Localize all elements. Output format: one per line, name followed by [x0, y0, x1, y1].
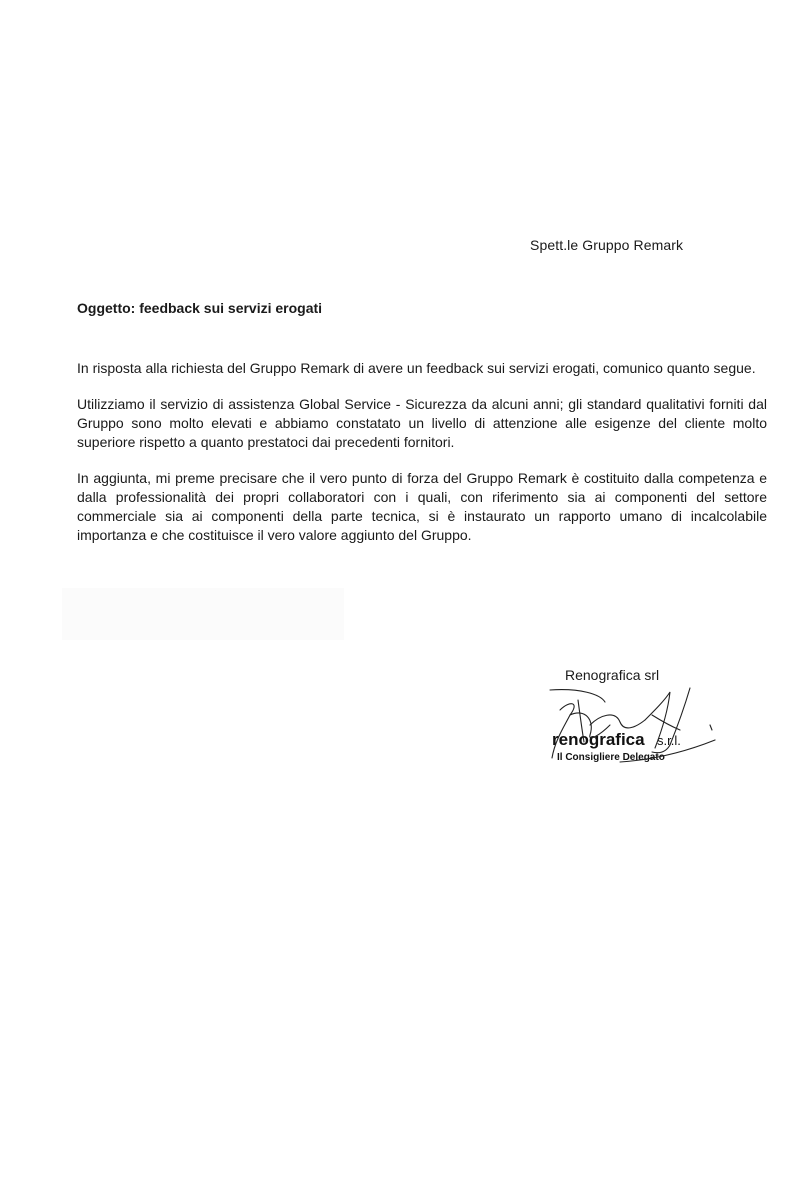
letter-body [77, 359, 767, 562]
company-name: Renografica srl [565, 667, 660, 683]
stamp-graphic [540, 680, 740, 780]
paragraph-3: In aggiunta, mi preme precisare che il vero punto di forza del Gruppo Remark è costituito dalla competenza e dalla professionalità dei propri collaboratori con i quali, con riferimento sia ai componenti del settore commerciale sia ai componenti della parte tecnica, si è instaurato un rapporto umano di incalcolabile importanza e che costituisce il vero valore aggiunto del Gruppo. [77, 470, 767, 543]
stamp-role: Il Consigliere Delegato [557, 752, 665, 763]
subject-line: Oggetto: feedback sui servizi erogati [77, 300, 323, 316]
paragraph-1: In risposta alla richiesta del Gruppo Remark di avere un feedback sui servizi erogati, comunico quanto segue. [77, 360, 756, 376]
faint-blank-area [62, 588, 344, 640]
company-stamp [540, 680, 740, 780]
paragraph-2: Utilizziamo il servizio di assistenza Global Service - Sicurezza da alcuni anni; gli standard qualitativi forniti dal Gruppo sono molto elevati e abbiamo constatato un livello di attenzione alle esigenze del cliente molto superiore rispetto a quanto prestatoci dai precedenti fornitori. [77, 396, 767, 450]
recipient-line: Spett.le Gruppo Remark [530, 237, 684, 253]
stamp-suffix: s.r.l. [657, 733, 681, 748]
signature-strokes [550, 688, 715, 762]
stamp-name: renografica [552, 730, 645, 749]
